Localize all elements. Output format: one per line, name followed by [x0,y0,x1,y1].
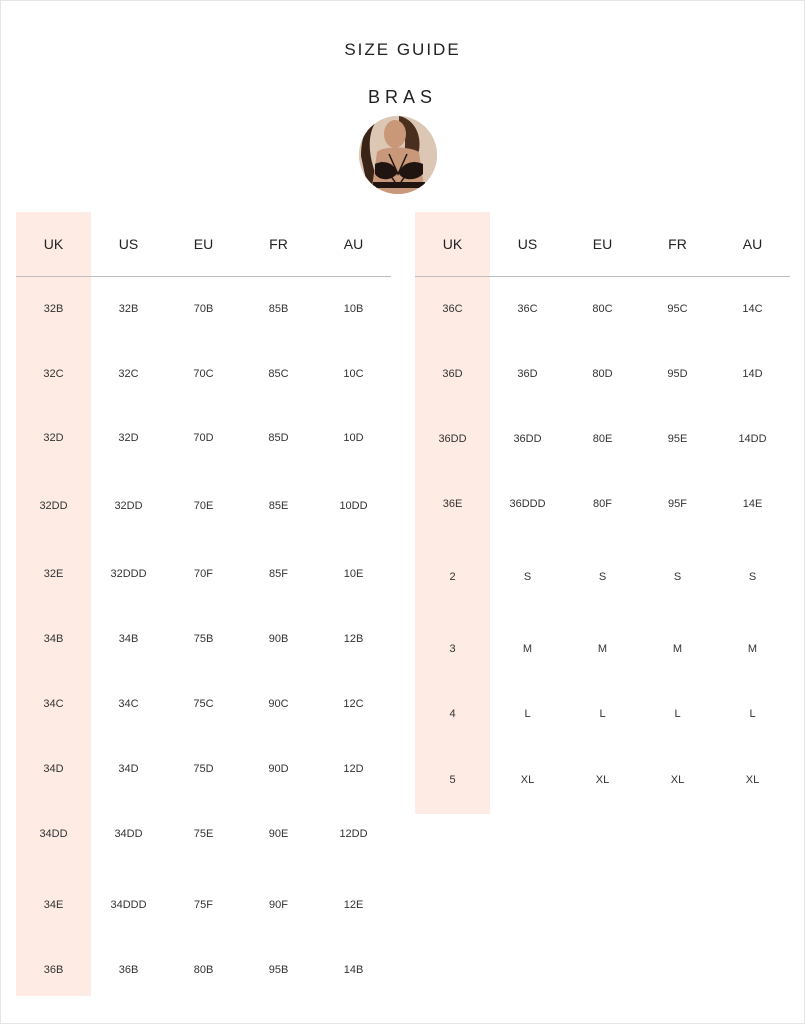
size-cell-au: S [748,570,757,583]
size-cell-eu: 80B [193,963,214,976]
size-cell-au: XL [745,774,760,786]
size-cell-uk: 36E [415,472,490,537]
table-row [16,672,391,737]
table-row [415,747,790,814]
size-cell-us: 36DD [513,433,542,445]
table-row [16,406,391,471]
size-cell-us: 32B [118,303,139,316]
size-table-right [415,212,790,814]
size-cell-us: 36C [517,303,538,316]
size-cell-eu: 80D [592,368,613,380]
size-cell-eu: 80E [592,433,613,445]
size-cell-eu: 75E [193,828,214,840]
table-row [16,867,391,944]
size-cell-fr: 95E [667,433,688,445]
table-row [16,944,391,996]
size-cell-eu: 75C [193,698,214,710]
size-cell-fr: 95D [667,368,688,380]
table-row [16,342,391,406]
size-cell-us: M [522,643,533,655]
table-row [415,472,790,537]
size-cell-us: 34B [118,633,139,645]
size-cell-uk: 34C [16,672,91,737]
header-row [16,212,391,277]
size-cell-eu: XL [595,774,610,786]
size-cell-us: 36D [517,368,538,380]
size-cell-au: 12C [343,698,364,710]
size-cell-eu: 75D [193,763,214,775]
size-cell-uk: 32DD [16,471,91,542]
size-cell-eu: S [598,570,607,583]
size-cell-au: L [749,708,756,720]
table-row [16,607,391,672]
table-row [415,617,790,682]
size-cell-us: 32D [118,432,139,444]
size-cell-uk: 3 [415,617,490,682]
column-header-fr: FR [241,212,316,277]
table-row [16,542,391,607]
column-header-uk: UK [16,212,91,277]
size-cell-uk: 34D [16,737,91,802]
size-cell-us: L [524,708,531,720]
size-cell-fr: 95C [667,303,688,316]
size-cell-uk: 32D [16,406,91,471]
size-cell-fr: 95B [268,963,289,976]
size-cell-eu: 80C [592,303,613,316]
size-cell-au: 14D [742,368,763,380]
size-cell-eu: 80F [593,498,612,510]
size-cell-uk: 34E [16,867,91,944]
size-cell-us: 34D [118,763,139,775]
column-header-eu: EU [565,212,640,277]
size-cell-uk: 36DD [415,407,490,472]
size-cell-au: 10C [343,367,364,380]
size-cell-au: 10B [343,303,364,316]
column-header-au: AU [316,212,391,277]
size-cell-uk: 32C [16,342,91,406]
size-cell-us: 34C [118,698,139,710]
size-cell-eu: 70C [193,367,214,380]
size-cell-fr: XL [670,774,685,786]
table-row [415,407,790,472]
size-cell-uk: 4 [415,682,490,747]
size-cell-us: 32DD [114,500,143,512]
page-title: SIZE GUIDE [344,40,461,59]
size-cell-fr: 90E [268,828,289,840]
size-cell-fr: 95F [668,498,687,510]
table-row [16,802,391,867]
size-cell-us: XL [520,774,535,786]
size-cell-uk: 32B [16,277,91,342]
size-cell-uk: 5 [415,747,490,814]
size-cell-au: 12B [343,633,364,645]
size-cell-au: 14B [343,963,364,976]
size-cell-fr: L [674,708,681,720]
size-table-left [16,212,391,996]
size-cell-us: S [523,570,532,583]
header-row [415,212,790,277]
size-cell-au: 12DD [339,828,368,840]
size-cell-fr: 90D [268,763,289,775]
size-cell-au: 12D [343,763,364,775]
column-header-us: US [91,212,166,277]
size-cell-fr: 90C [268,698,289,710]
size-cell-fr: 90F [269,899,288,911]
column-header-us: US [490,212,565,277]
size-cell-eu: 75B [193,633,214,645]
size-cell-uk: 36B [16,944,91,996]
size-cell-au: 14E [742,498,763,510]
size-cell-eu: 70B [193,303,214,316]
size-cell-fr: 85D [268,432,289,444]
size-cell-au: 12E [343,899,364,911]
size-cell-au: 14DD [738,433,767,445]
table-row [415,277,790,342]
product-thumbnail [359,116,437,194]
size-cell-au: 10D [343,432,364,444]
table-row [16,471,391,542]
size-cell-eu: 70E [193,500,214,512]
size-cell-fr: 85F [269,568,288,580]
size-cell-eu: L [599,708,606,720]
size-cell-uk: 2 [415,537,490,617]
size-cell-uk: 34B [16,607,91,672]
table-row [16,737,391,802]
size-cell-eu: 75F [194,899,213,911]
size-cell-fr: 85C [268,367,289,380]
bra-model-photo-icon [359,116,437,194]
column-header-fr: FR [640,212,715,277]
column-header-uk: UK [415,212,490,277]
size-cell-fr: 85E [268,500,289,512]
section-title: BRAS [367,87,438,107]
size-cell-us: 32DDD [110,568,147,580]
size-cell-au: M [747,643,758,655]
size-cell-fr: S [673,570,682,583]
size-cell-us: 34DDD [110,899,147,911]
size-cell-fr: M [672,643,683,655]
size-cell-uk: 36C [415,277,490,342]
size-cell-eu: 70D [193,432,214,444]
size-cell-eu: M [597,643,608,655]
size-cell-us: 34DD [114,828,143,840]
size-cell-us: 36DDD [509,498,546,510]
size-cell-us: 36B [118,963,139,976]
size-cell-uk: 36D [415,342,490,407]
column-header-au: AU [715,212,790,277]
table-row [16,277,391,342]
size-cell-au: 14C [742,303,763,316]
size-cell-fr: 85B [268,303,289,316]
size-cell-uk: 34DD [16,802,91,867]
size-cell-uk: 32E [16,542,91,607]
column-header-eu: EU [166,212,241,277]
size-cell-eu: 70F [194,568,213,580]
table-row [415,342,790,407]
size-cell-au: 10DD [339,500,368,512]
table-row [415,537,790,617]
table-row [415,682,790,747]
size-cell-fr: 90B [268,633,289,645]
size-cell-us: 32C [118,367,139,380]
size-cell-au: 10E [343,568,364,580]
